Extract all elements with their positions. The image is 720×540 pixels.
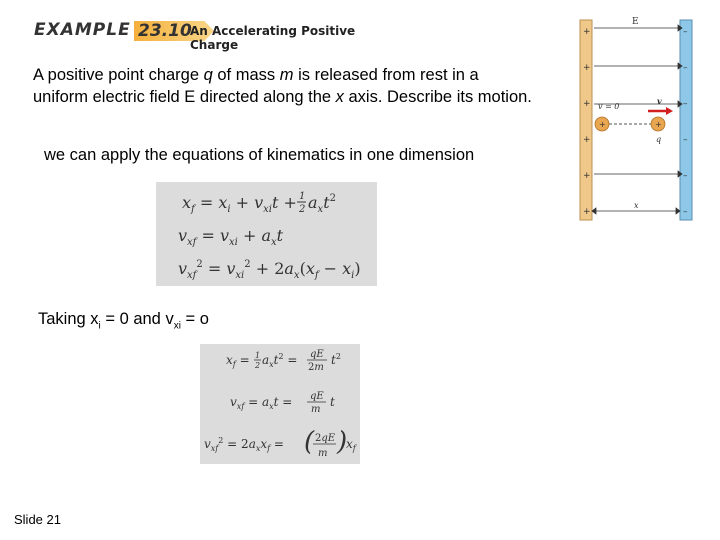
- field-lines: [594, 25, 682, 177]
- svg-text:qE: qE: [310, 349, 324, 360]
- problem-statement: [33, 64, 533, 108]
- svg-text:m: m: [318, 448, 328, 459]
- taking-sub-1: i: [98, 320, 101, 332]
- problem-m: m: [279, 66, 294, 84]
- svg-text:–: –: [683, 171, 688, 181]
- problem-text-3: is released from rest in a uniform electric field E directed along the: [33, 66, 479, 106]
- example-number: 23.10: [138, 21, 192, 41]
- example-title: An Accelerating Positive Charge: [190, 24, 356, 52]
- kinematics-note: we can apply the equations of kinematics in one dimension: [44, 146, 475, 164]
- svg-text:vxf2 = vxi2 + 2ax(xf − xi): $v_{xf}^2 = v_{xi}^2 + 2a_x(x_f - x_i)$: [178, 259, 361, 281]
- svg-text:xf = xi + vxit +: $x_f = x_i + v_{xi}t$ +: [182, 193, 297, 215]
- example-word: EXAMPLE: [34, 20, 131, 40]
- equation-3: [178, 259, 361, 281]
- svg-text:2: 2: [299, 204, 306, 215]
- velocity-arrowhead: [666, 107, 673, 115]
- svg-text:+: +: [583, 135, 591, 145]
- taking-sub-2: xi: [173, 320, 181, 332]
- taking-part-2: = 0 and v: [100, 310, 174, 328]
- taking-part-1: Taking x: [38, 310, 99, 328]
- charge-in-field-figure: [578, 14, 698, 224]
- charge-final-sign: +: [655, 120, 662, 129]
- problem-q: q: [203, 66, 213, 84]
- svg-text:xf: $x_f$: [346, 437, 356, 453]
- solution-equation-1: [226, 349, 341, 373]
- initial-conditions-text: [38, 308, 338, 337]
- svg-text:qE: qE: [310, 391, 324, 402]
- negative-plate: [680, 20, 692, 220]
- problem-text-1: A positive point charge: [33, 66, 204, 84]
- svg-text:1: 1: [255, 351, 261, 360]
- equation-2: [178, 226, 284, 248]
- svg-text:vxf = axt =: $v_{xf} = a_xt$ =: [230, 395, 293, 411]
- taking-part-3: = o: [180, 310, 209, 328]
- svg-text:m: m: [311, 404, 321, 415]
- field-label: E: [632, 17, 639, 27]
- svg-text:2m: 2m: [308, 362, 324, 373]
- svg-text:xf =: $x_f$ =: [226, 353, 250, 369]
- svg-text:–: –: [683, 99, 688, 109]
- problem-x: x: [335, 88, 344, 106]
- svg-text:+: +: [583, 27, 591, 37]
- svg-text:t2: $t^2$: [331, 352, 341, 367]
- svg-text:–: –: [683, 207, 688, 217]
- positive-plate: [580, 20, 592, 220]
- svg-text:+: +: [583, 207, 591, 217]
- kinematics-equations-image: [156, 182, 377, 286]
- example-banner: [30, 20, 375, 52]
- svg-text:2: 2: [255, 361, 261, 370]
- svg-text:axt2 =: $a_xt^2$ =: [262, 352, 298, 369]
- svg-text:axt2: $a_xt^2$: [308, 193, 336, 215]
- charge-initial-sign: +: [599, 120, 606, 129]
- svg-text:1: 1: [299, 191, 306, 202]
- svg-text:+: +: [583, 99, 591, 109]
- svg-text:t: t: [330, 395, 335, 409]
- svg-text:vxf2 = 2axxf =: $v_{xf}^2 = 2a_xx_f$ =: [204, 436, 284, 453]
- svg-text:–: –: [683, 63, 688, 73]
- charge-label: q: [656, 135, 662, 144]
- svg-text:–: –: [683, 27, 688, 37]
- x-label: x: [634, 201, 639, 210]
- velocity-zero-label: v = 0: [598, 102, 620, 111]
- svg-text:2qE: 2qE: [315, 433, 336, 444]
- solution-equation-2: [230, 391, 335, 415]
- svg-text:): ): [337, 427, 348, 457]
- problem-text-4: axis. Describe its motion.: [343, 88, 532, 106]
- svg-text:+: +: [583, 63, 591, 73]
- problem-text-2: of mass: [212, 66, 280, 84]
- slide-number: Slide 21: [14, 512, 61, 527]
- svg-text:vxf = vxi + axt: $v_{xf} = v_{xi} + a_xt$: [178, 226, 284, 248]
- solution-equation-3: [204, 427, 358, 459]
- velocity-label: v: [657, 96, 662, 106]
- svg-text:(: (: [304, 427, 315, 457]
- svg-text:–: –: [683, 135, 688, 145]
- solution-equations-image: [200, 344, 360, 464]
- equation-1: [182, 191, 336, 215]
- svg-text:+: +: [583, 171, 591, 181]
